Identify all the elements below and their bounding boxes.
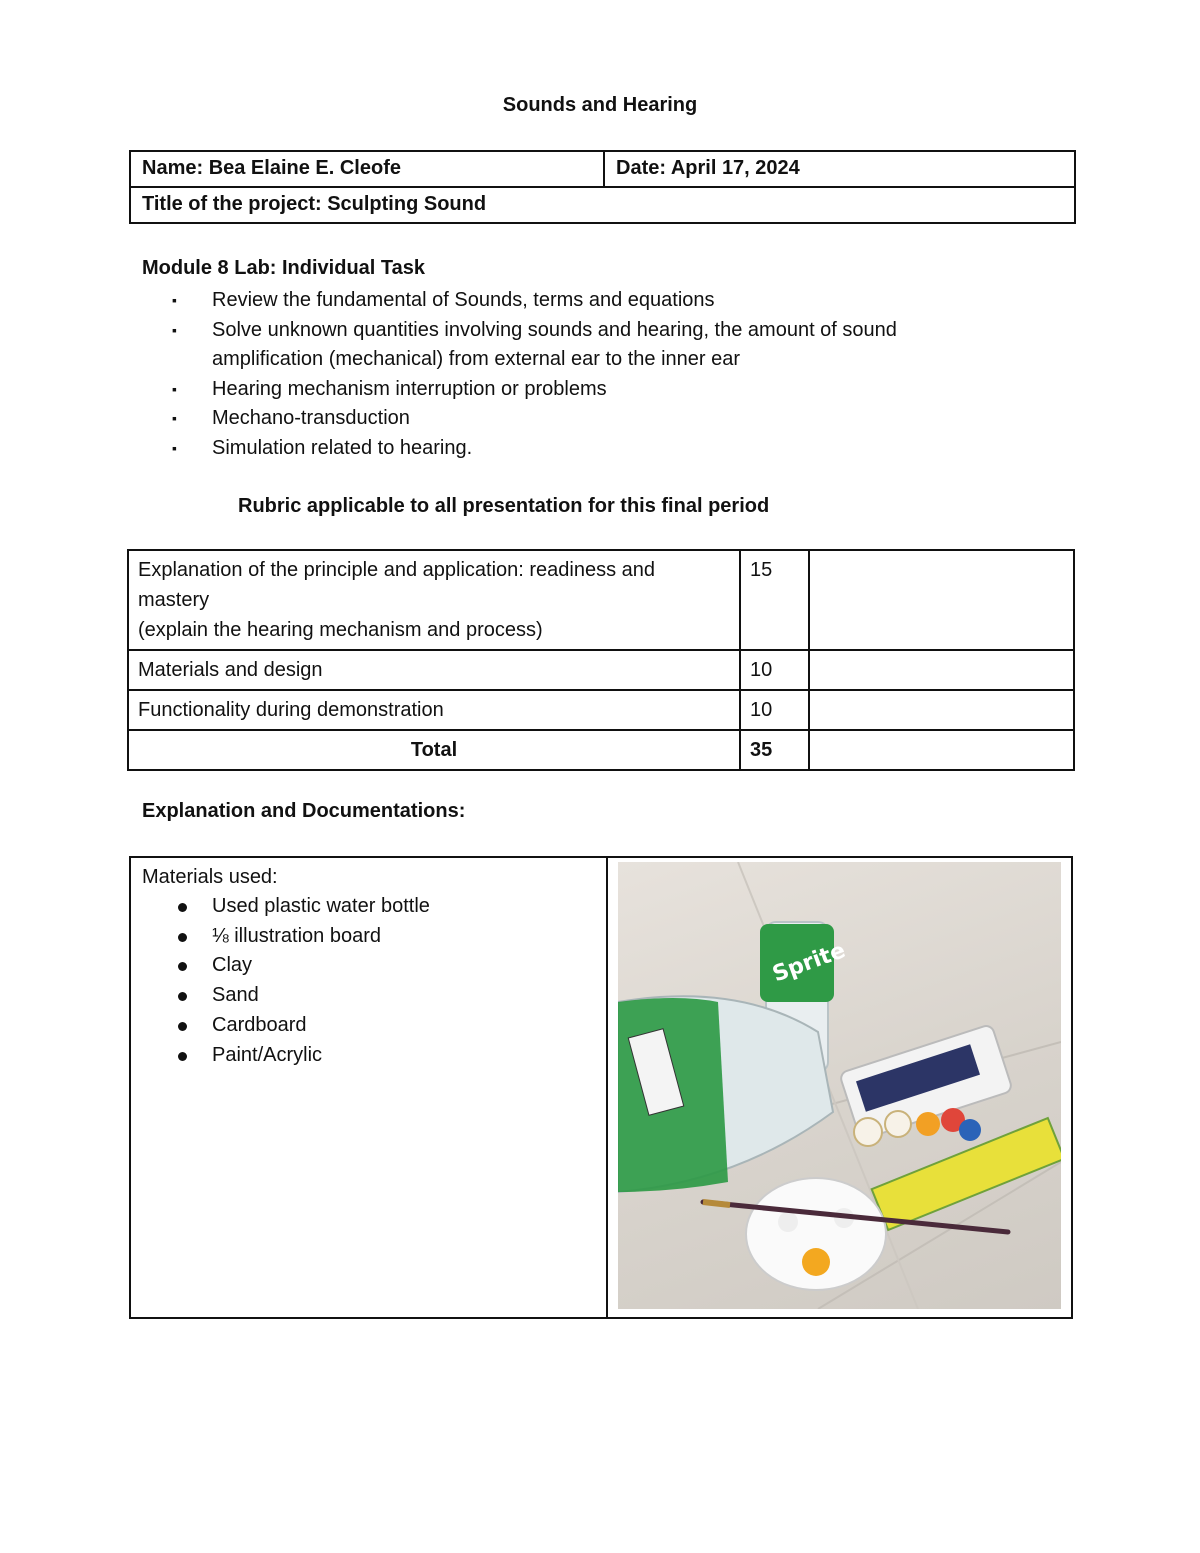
score-cell <box>809 550 1074 650</box>
project-title-cell: Title of the project: Sculpting Sound <box>130 187 1075 223</box>
bottle-label-text: Sprite <box>769 938 849 988</box>
materials-list <box>174 892 595 1070</box>
total-label: Total <box>128 730 740 770</box>
rubric-table <box>127 549 1075 771</box>
points-cell: 15 <box>740 550 809 650</box>
list-item: Sand <box>174 981 595 1011</box>
table-row <box>128 550 1074 650</box>
list-item: Paint/Acrylic <box>174 1041 595 1071</box>
documentation-heading: Explanation and Documentations: <box>142 800 466 822</box>
photo-cell <box>607 857 1072 1318</box>
name-cell: Name: Bea Elaine E. Cleofe <box>130 151 604 187</box>
info-table <box>129 150 1076 224</box>
points-cell: 10 <box>740 690 809 730</box>
materials-label: Materials used: <box>142 866 278 888</box>
list-item: ▪ Simulation related to hearing. <box>172 434 972 464</box>
task-list <box>172 286 972 464</box>
list-item: ▪ Review the fundamental of Sounds, terms and equations <box>172 286 972 316</box>
list-item: Used plastic water bottle <box>174 892 595 922</box>
criterion-cell <box>128 550 740 650</box>
list-item: ▪ Hearing mechanism interruption or problems <box>172 375 972 405</box>
list-item: Cardboard <box>174 1011 595 1041</box>
table-row <box>128 690 1074 730</box>
score-cell <box>809 650 1074 690</box>
total-points: 35 <box>740 730 809 770</box>
criterion-note: (explain the hearing mechanism and process) <box>138 619 543 641</box>
total-row <box>128 730 1074 770</box>
criterion-text: Explanation of the principle and application: readiness and mastery <box>138 559 656 611</box>
materials-photo <box>618 862 1061 1309</box>
documentation-table <box>129 856 1073 1319</box>
list-item: Clay <box>174 951 595 981</box>
document-title: Sounds and Hearing <box>502 94 698 116</box>
rubric-heading: Rubric applicable to all presentation for this final period <box>238 495 770 517</box>
criterion-cell: Materials and design <box>128 650 740 690</box>
total-score-cell <box>809 730 1074 770</box>
materials-photo-illustration <box>618 862 1061 1309</box>
date-cell: Date: April 17, 2024 <box>604 151 1075 187</box>
table-row <box>128 650 1074 690</box>
list-item: ⅛ illustration board <box>174 922 595 952</box>
points-cell: 10 <box>740 650 809 690</box>
list-item: ▪ Solve unknown quantities involving sounds and hearing, the amount of sound amplification (mechanical) from external ear to the inner ear <box>172 316 972 375</box>
materials-cell <box>130 857 607 1318</box>
score-cell <box>809 690 1074 730</box>
list-item: ▪ Mechano-transduction <box>172 404 972 434</box>
criterion-cell: Functionality during demonstration <box>128 690 740 730</box>
module-heading: Module 8 Lab: Individual Task <box>142 257 425 279</box>
